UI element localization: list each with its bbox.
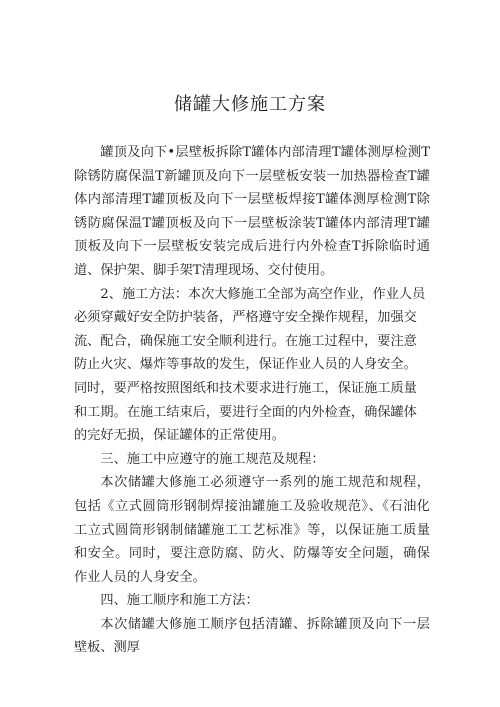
heading-standards: 三、施工中应遵守的施工规范及规程： xyxy=(100,451,325,467)
paragraph-construction-method: 2、施工方法：本次大修施工全部为高空作业，作业人员必须穿戴好安全防护装备，严格遵守安全操作规程，加强交流、配合，确保施工安全顺利进行。在施工过程中，要注意防止火灾、爆炸等事故的发生，保证作业人员的人身安全。同时，要严格按照图纸和技术要求进行施工，保证施工质量和工期。在施工结束后，要进行全面的内外检查，确保罐体的完好无损，保证罐体的正常使用。 xyxy=(74,286,426,444)
paragraph-process-flow: 罐顶及向下•层壁板拆除T罐体内部清理T罐体测厚检测T除锈防腐保温T新罐顶及向下一层壁板安装一加热器检查T罐体内部清理T罐顶板及向下一层壁板焊接T罐体测厚检测T除锈防腐保温T罐顶板及向下一层壁板涂装T罐体内部清理T罐顶板及向下一层壁板安装完成后进行内外检查T拆除临时通道、保护架、脚手架T清理现场、交付使用。 xyxy=(74,145,430,278)
document-body xyxy=(74,141,430,660)
heading-sequence-method: 四、施工顺序和施工方法： xyxy=(100,593,259,609)
paragraph-sequence: 本次储罐大修施工顺序包括清罐、拆除罐顶及向下一层壁板、测厚 xyxy=(74,616,430,656)
paragraph-standards: 本次储罐大修施工必须遵守一系列的施工规范和规程，包括《立式圆筒形钢制焊接油罐施工及验收规范》、《石油化工立式圆筒形钢制储罐施工工艺标准》等，以保证施工质量和安全。同时，要注意防腐、防火、防爆等安全问题，确保作业人员的人身安全。 xyxy=(74,475,430,585)
document-title: 储罐大修施工方案 xyxy=(174,94,326,115)
